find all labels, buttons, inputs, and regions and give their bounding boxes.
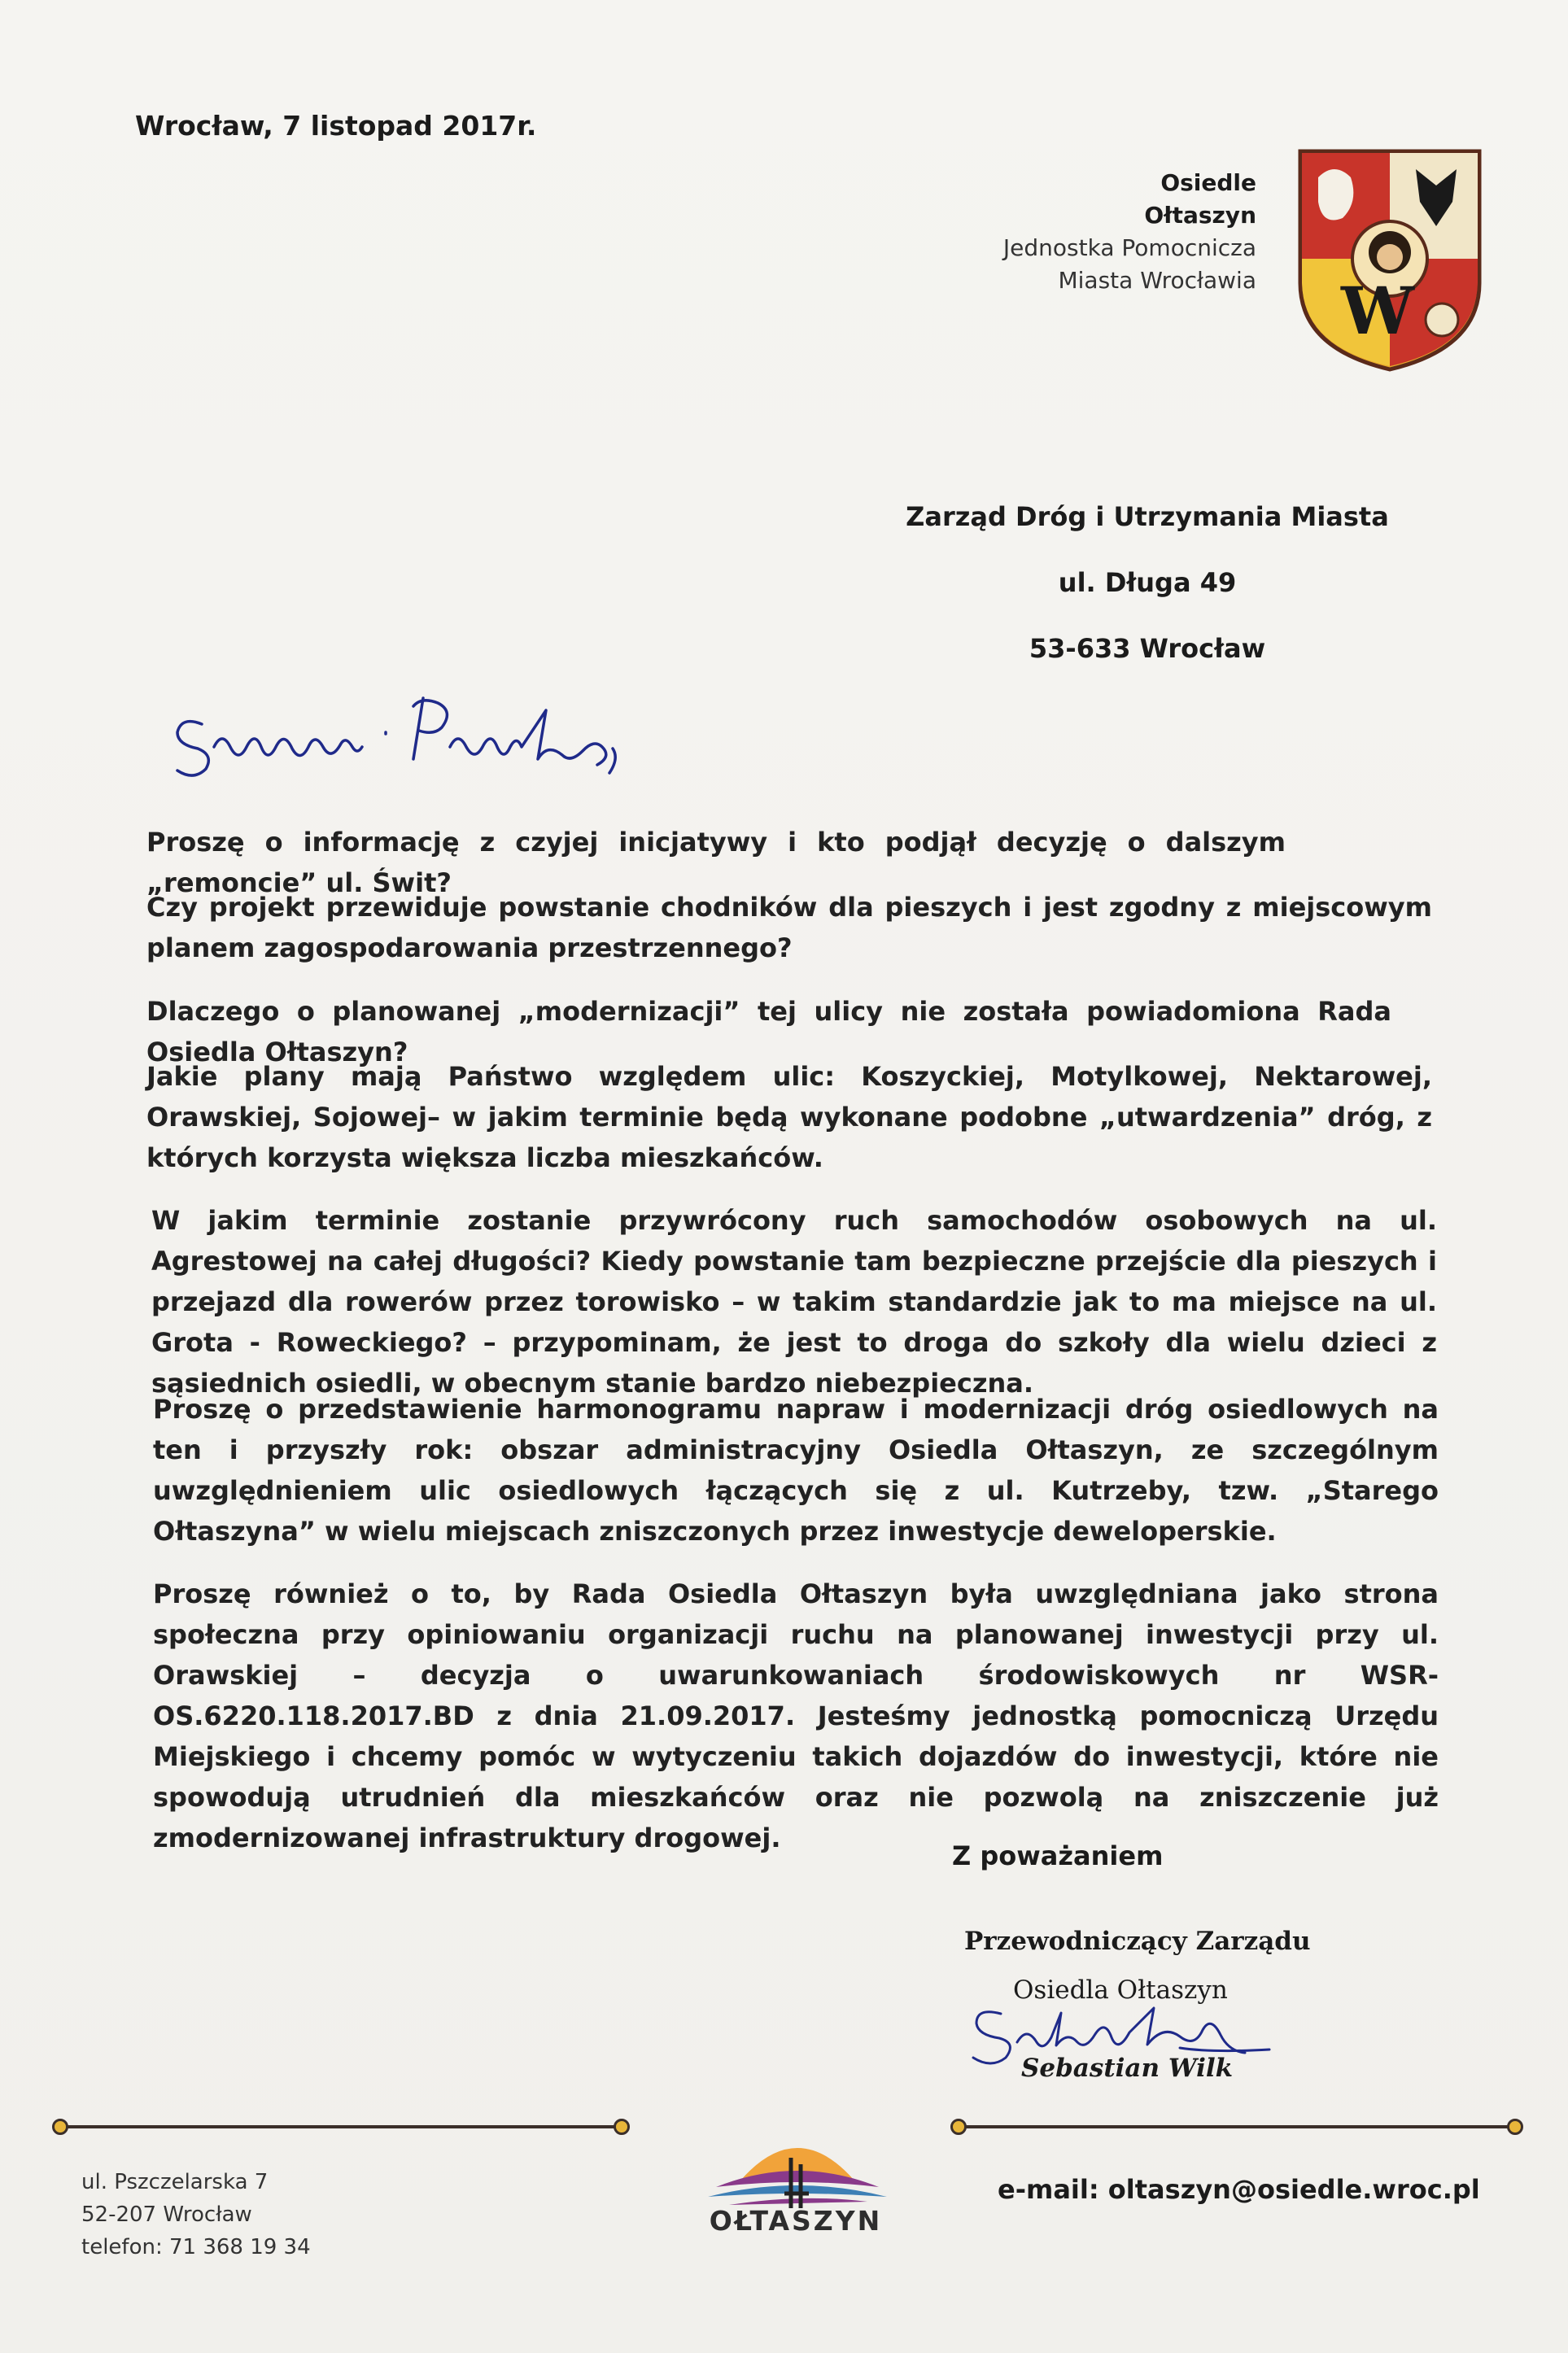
footer-rule-right-start-dot [950, 2119, 967, 2135]
paragraph-1: Proszę o informację z czyjej inicjatywy i kto podjął decyzję o dalszym „remoncie” ul. Świt? [146, 827, 1286, 898]
paragraph-6: Proszę o przedstawienie harmonogramu napraw i modernizacji dróg osiedlowych na ten i przyszły rok: obszar administracyjny Osiedla Ołtaszyn, ze szczególnym uwzględnieniem ulic osiedlowych łączących się z ul. Kutrzeby, tzw. „Starego Ołtaszyna” w wielu miejscach zniszczonych przez inwestycje deweloperskie. [153, 1394, 1439, 1547]
recipient-line-3: 53-633 Wrocław [1029, 633, 1266, 664]
closing-phrase: Z poważaniem [952, 1840, 1164, 1871]
signatory-organization: Osiedla Ołtaszyn [1013, 1975, 1228, 2005]
footer-email: e-mail: oltaszyn@osiedle.wroc.pl [998, 2174, 1480, 2205]
footer-rule-right-end-dot [1507, 2119, 1523, 2135]
sender-organization [1003, 167, 1256, 297]
salutation-text: Szanowni Państwo, [169, 793, 186, 795]
paragraph-4: Jakie plany mają Państwo względem ulic: Koszyckiej, Motylkowej, Nektarowej, Orawskiej, Sojowej– w jakim terminie będą wykonane podobne „utwardzenia” dróg, z których korzysta większa liczba mieszkańców. [146, 1061, 1432, 1173]
org-line-3: Jednostka Pomocnicza [1002, 234, 1256, 261]
footer-rule-left-start-dot [52, 2119, 68, 2135]
salutation-handwriting [169, 690, 682, 796]
wroclaw-coat-of-arms-icon [1294, 145, 1486, 374]
org-line-4: Miasta Wrocławia [1058, 267, 1256, 294]
signatory-title: Przewodniczący Zarządu [964, 1927, 1311, 1956]
footer-address [81, 2166, 311, 2264]
letter-date: Wrocław, 7 listopad 2017r. [135, 110, 537, 142]
address-line-3: telefon: 71 368 19 34 [81, 2235, 311, 2259]
recipient-line-2: ul. Długa 49 [1058, 567, 1237, 598]
footer-rule-left [62, 2125, 622, 2128]
address-line-2: 52-207 Wrocław [81, 2202, 252, 2227]
handwritten-salutation [169, 690, 682, 796]
paragraph-5: W jakim terminie zostanie przywrócony ruch samochodów osobowych na ul. Agrestowej na całej długości? Kiedy powstanie tam bezpieczne przejście dla pieszych i przejazd dla rowerów przez torowisko – w takim standardzie jak to ma miejsce na ul. Grota - Roweckiego? – przypominam, że jest to droga do szkoły dla wielu dzieci z sąsiednich osiedli, w obecnym stanie bardzo niebezpieczna. [151, 1205, 1437, 1399]
paragraph-2: Czy projekt przewiduje powstanie chodników dla pieszych i jest zgodny z miejscowym planem zagospodarowania przestrzennego? [146, 892, 1432, 963]
footer-rule-right [960, 2125, 1513, 2128]
recipient-line-1: Zarząd Dróg i Utrzymania Miasta [906, 501, 1389, 532]
footer-rule-left-end-dot [614, 2119, 630, 2135]
address-line-1: ul. Pszczelarska 7 [81, 2170, 269, 2194]
org-line-1: Osiedle [1160, 169, 1256, 196]
signatory-name: Sebastian Wilk [1021, 2054, 1234, 2083]
recipient-address [879, 496, 1416, 694]
org-line-2: Ołtaszyn [1144, 202, 1256, 229]
svg-text:W: W [1341, 273, 1414, 349]
paragraph-3: Dlaczego o planowanej „modernizacji” tej ulicy nie została powiadomiona Rada Osiedla Ołtaszyn? [146, 996, 1391, 1067]
paragraph-7: Proszę również o to, by Rada Osiedla Ołtaszyn była uwzględniana jako strona społeczna przy opiniowaniu organizacji ruchu na planowanej inwestycji przy ul. Orawskiej – decyzja o uwarunkowaniach środowiskowych nr WSR-OS.6220.118.2017.BD z dnia 21.09.2017. Jesteśmy jednostką pomocniczą Urzędu Miejskiego i chcemy pomóc w wytyczeniu takich dojazdów do inwestycji, które nie spowodują utrudnień dla mieszkańców oraz nie pozwolą na zniszczenie już zmodernizowanej infrastruktury drogowej. [153, 1578, 1439, 1853]
logo-wordmark: OŁTASZYN [709, 2205, 883, 2237]
